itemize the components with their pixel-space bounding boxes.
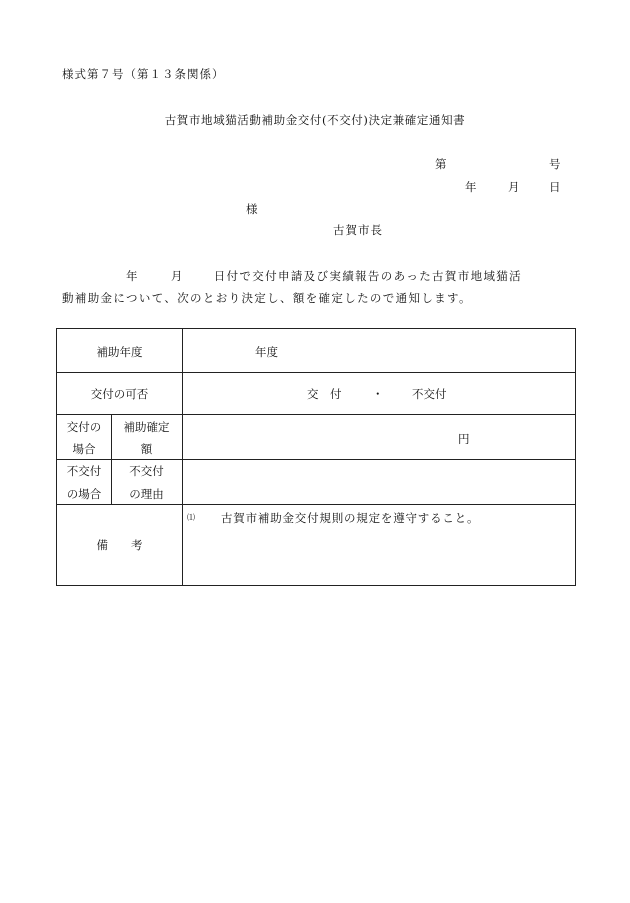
date-year-label: 年 — [465, 180, 477, 194]
date-month-label: 月 — [508, 180, 520, 194]
form-label: 様式第７号（第１３条関係） — [62, 67, 225, 81]
body-year-label: 年 — [126, 269, 139, 283]
addressee-honorific: 様 — [246, 202, 258, 216]
table-divider — [182, 329, 183, 585]
remarks-text: 古賀市補助金交付規則の規定を遵守すること。 — [221, 511, 480, 525]
decision-separator: ・ — [372, 387, 384, 401]
document-number-suffix: 号 — [549, 157, 561, 171]
table-divider — [57, 504, 575, 505]
document-number-prefix: 第 — [435, 157, 447, 171]
body-text-line-2: 動補助金について、次のとおり決定し、額を確定したので通知します。 — [62, 291, 472, 305]
grant-case-label-line1: 交付の — [66, 420, 102, 434]
deny-option: 不交付 — [412, 387, 447, 401]
grant-case-label-line2: 場合 — [72, 442, 96, 456]
fiscal-year-label: 補助年度 — [96, 345, 143, 359]
body-text-line-1 — [62, 268, 522, 284]
remarks-label: 備 考 — [96, 538, 143, 552]
deny-case-label-line1: 不交付 — [66, 464, 102, 478]
sender-name: 古賀市長 — [333, 223, 383, 237]
fiscal-year-value: 年度 — [255, 345, 278, 359]
table-divider — [57, 372, 575, 373]
table-divider — [57, 459, 575, 460]
body-line1-text: 日付で交付申請及び実績報告のあった古賀市地域猫活 — [213, 269, 523, 283]
grant-decision-label: 交付の可否 — [90, 387, 149, 401]
body-month-label: 月 — [170, 269, 184, 283]
document-title: 古賀市地域猫活動補助金交付(不交付)決定兼確定通知書 — [164, 113, 466, 127]
deny-case-label-line2: の場合 — [66, 487, 102, 501]
deny-reason-label-line1: 不交付 — [129, 464, 164, 478]
deny-reason-label-line2: の理由 — [129, 487, 164, 501]
date-day-label: 日 — [549, 180, 561, 194]
table-divider — [57, 414, 575, 415]
confirmed-amount-label-line2: 額 — [140, 442, 153, 456]
amount-unit: 円 — [458, 432, 470, 446]
grant-option: 交 付 — [307, 387, 342, 401]
decision-table — [56, 328, 576, 586]
remarks-marker: ⑴ — [187, 513, 195, 522]
confirmed-amount-label-line1: 補助確定 — [123, 420, 170, 434]
